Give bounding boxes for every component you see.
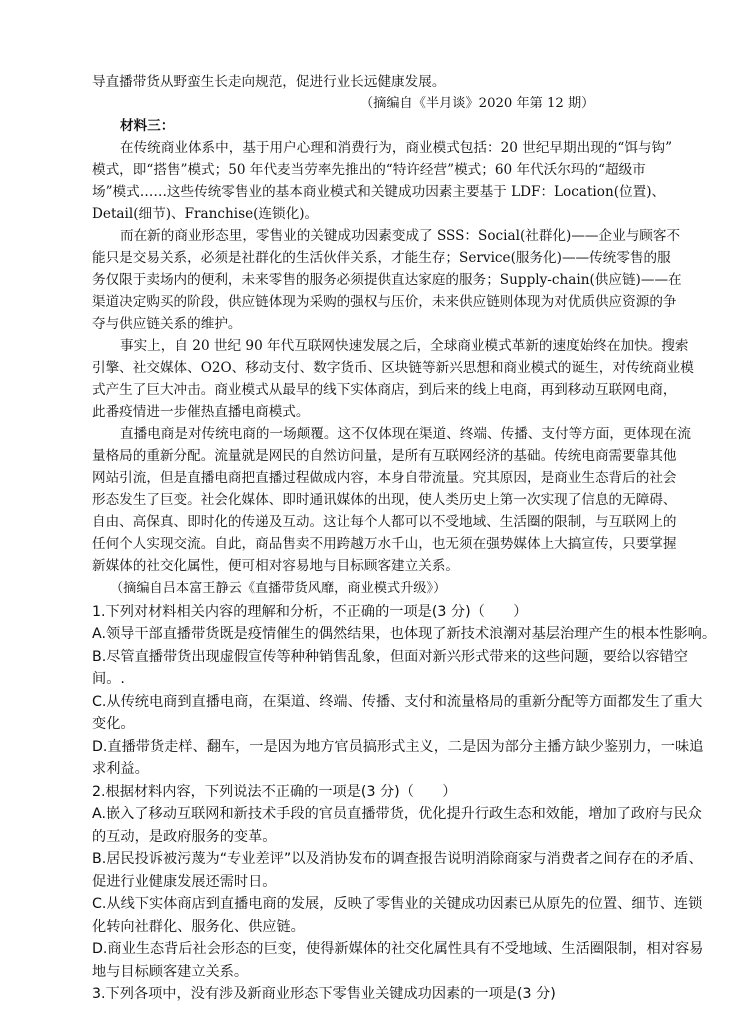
paragraph-line: 式产生了巨大冲击。商业模式从最早的线下实体商店，到后来的线上电商，再到移动互联网电商，	[92, 382, 677, 398]
intro-line: 导直播带货从野蛮生长走向规范，促进行业长远健康发展。	[92, 74, 446, 90]
option-c: C.从线下实体商店到直播电商的发展，反映了零售业的关键成功因素已从原先的位置、细节、连锁	[92, 896, 703, 912]
question-stem: 1.下列对材料相关内容的理解和分析，不正确的一项是(3 分)（ ）	[92, 604, 528, 620]
option-d-cont: 地与目标顾客建立关系。	[92, 964, 249, 980]
option-a: A.领导干部直播带货既是疫情催生的偶然结果，也体现了新技术浪潮对基层治理产生的根本性影响。	[92, 626, 717, 642]
paragraph-line: 渠道决定购买的阶段，供应链体现为采购的强权与压价，未来供应链则体现为对优质供应资源的争	[92, 294, 677, 310]
paragraph-line: Detail(细节)、Franchise(连锁化)。	[92, 206, 319, 222]
option-c: C.从传统电商到直播电商，在渠道、终端、传播、支付和流量格局的重新分配等方面都发生了重大	[92, 694, 703, 710]
option-c-cont: 化转向社群化、服务化、供应链。	[92, 919, 305, 935]
paragraph-line: 场”模式……这些传统零售业的基本商业模式和关键成功因素主要基于 LDF：Location(位置)、	[92, 184, 666, 200]
option-b: B.尽管直播带货出现虚假宣传等种种销售乱象，但面对新兴形式带来的这些问题，要给以容错空	[92, 649, 688, 665]
option-c-cont: 变化。	[92, 716, 135, 732]
question-stem: 3.下列各项中，没有涉及新商业形态下零售业关键成功因素的一项是(3 分)	[92, 986, 556, 1002]
option-b: B.居民投诉被污蔑为“专业差评”以及消协发布的调查报告说明消除商家与消费者之间存在的矛盾、	[92, 851, 703, 867]
paragraph-line: 务仅限于卖场内的便利，未来零售的服务必须提供直达家庭的服务；Supply-chain(供应链)——在	[92, 272, 682, 288]
source-citation: （摘编自吕本富王静云《直播带货风靡，商业模式升级》）	[110, 581, 447, 596]
paragraph-line: 量格局的重新分配。流量就是网民的自然访问量，是所有互联网经济的基础。传统电商需要靠其他	[92, 448, 677, 464]
paragraph-line: 自由、高保真、即时化的传递及互动。这让每个人都可以不受地域、生活圈的限制，与互联网上的	[92, 514, 677, 530]
paragraph-line: 直播电商是对传统电商的一场颠覆。这不仅体现在渠道、终端、传播、支付等方面，更体现在流	[120, 426, 691, 442]
paragraph-line: 网站引流，但是直播电商把直播过程做成内容，本身自带流量。究其原因，是商业生态背后的社会	[92, 470, 677, 486]
option-d-cont: 求利益。	[92, 761, 149, 777]
option-a-cont: 的互动，是政府服务的变革。	[92, 829, 277, 845]
paragraph-line: 在传统商业体系中，基于用户心理和消费行为，商业模式包括：20 世纪早期出现的“饵与钩”	[120, 140, 673, 156]
material-heading: 材料三：	[120, 118, 175, 134]
paragraph-line: 新媒体的社交化属性，便可相对容易地与目标顾客建立关系。	[92, 558, 460, 574]
paragraph-line: 事实上，自 20 世纪 90 年代互联网快速发展之后，全球商业模式革新的速度始终在加快。搜索	[120, 338, 689, 354]
option-d: D.直播带货走样、翻车，一是因为地方官员搞形式主义，二是因为部分主播方缺少鉴别力，一味追	[92, 739, 704, 755]
paragraph-line: 引擎、社交媒体、O2O、移动支付、数字货币、区块链等新兴思想和商业模式的诞生，对传统商业模	[92, 360, 694, 376]
option-b-cont: 间。.	[92, 671, 125, 687]
paragraph-line: 夺与供应链关系的维护。	[92, 316, 242, 332]
paragraph-line: 形态发生了巨变。社会化媒体、即时通讯媒体的出现，使人类历史上第一次实现了信息的无障碍、	[92, 492, 677, 508]
source-citation: （摘编自《半月谈》2020 年第 12 期）	[360, 96, 595, 111]
paragraph-line: 模式，即“搭售”模式；50 年代麦当劳率先推出的“特许经营”模式；60 年代沃尔玛的“超级市	[92, 162, 646, 178]
option-b-cont: 促进行业健康发展还需时日。	[92, 874, 277, 890]
paragraph-line: 而在新的商业形态里，零售业的关键成功因素变成了 SSS：Social(社群化)——企业与顾客不	[120, 228, 681, 244]
option-d: D.商业生态背后社会形态的巨变，使得新媒体的社交化属性具有不受地域、生活圈限制，相对容易	[92, 941, 704, 957]
paragraph-line: 能只是交易关系，必须是社群化的生活伙伴关系，才能生存；Service(服务化)——传统零售的服	[92, 250, 671, 266]
question-stem: 2.根据材料内容，下列说法不正确的一项是(3 分)（ ）	[92, 784, 457, 800]
option-a: A.嵌入了移动互联网和新技术手段的官员直播带货，优化提升行政生态和效能，增加了政府与民众	[92, 806, 702, 822]
paragraph-line: 此番疫情进一步催热直播电商模式。	[92, 404, 310, 420]
paragraph-line: 任何个人实现交流。自此，商品售卖不用跨越万水千山，也无须在强势媒体上大搞宣传，只要掌握	[92, 536, 677, 552]
